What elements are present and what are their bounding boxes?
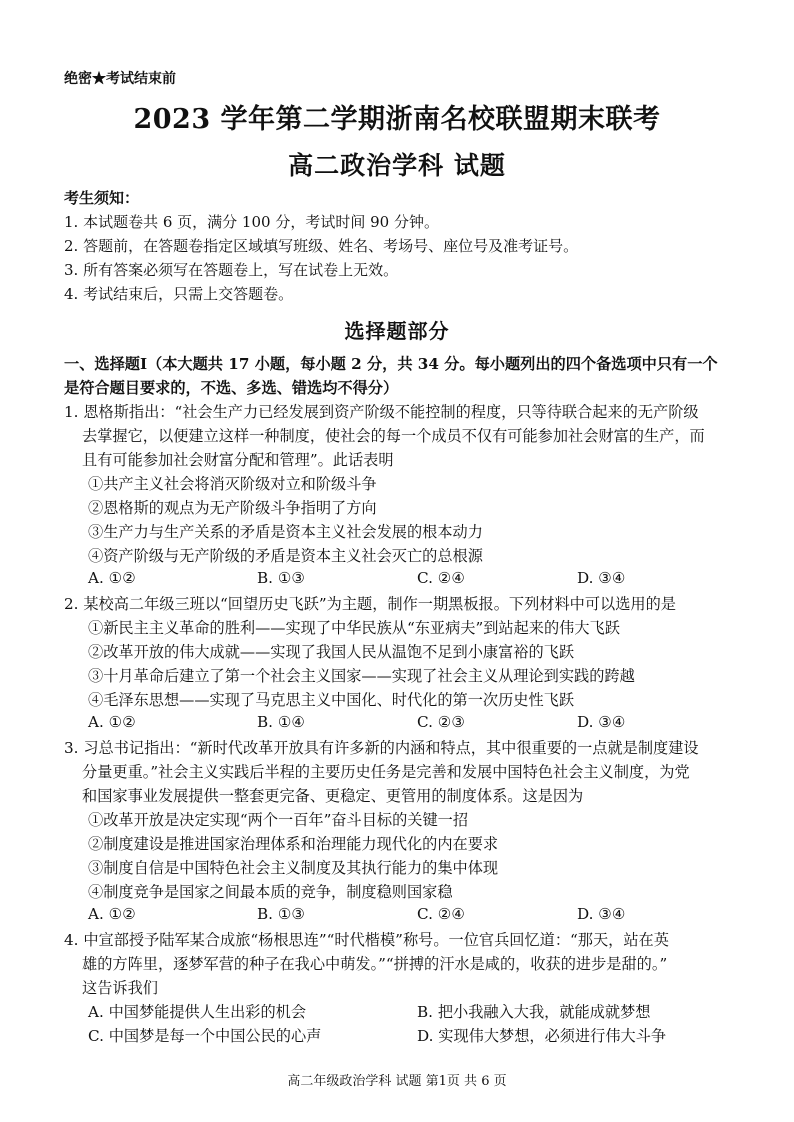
question-3-statement: ④制度竞争是国家之间最本质的竞争，制度稳则国家稳 <box>88 883 453 901</box>
question-1-stem: 1. 恩格斯指出：“社会生产力已经发展到资产阶级不能控制的程度，只等待联合起来的无产阶级 <box>64 403 699 421</box>
notice-title: 考生须知： <box>64 189 140 207</box>
question-1-statement: ①共产主义社会将消灭阶级对立和阶级斗争 <box>88 475 377 493</box>
question-2-answer-b: B. ①④ <box>257 713 306 731</box>
question-1-statement: ②恩格斯的观点为无产阶级斗争指明了方向 <box>88 499 377 517</box>
notice-item: 3. 所有答案必须写在答题卷上，写在试卷上无效。 <box>64 261 399 279</box>
question-3-stem: 3. 习总书记指出：“新时代改革开放具有许多新的内涵和特点，其中很重要的一点就是制度建设 <box>64 739 699 757</box>
question-3-stem: 分量更重。”社会主义实践后半程的主要历史任务是完善和发展中国特色社会主义制度，为党 <box>82 763 690 781</box>
question-2-answer-c: C. ②③ <box>417 713 465 731</box>
confidential-label: 绝密★考试结束前 <box>64 71 176 87</box>
question-4-stem: 4. 中宣部授予陆军某合成旅“杨根思连”“时代楷模”称号。一位官兵回忆道：“那天，站在英 <box>64 931 669 949</box>
question-1-answer-a: A. ①② <box>88 569 136 587</box>
question-1-stem: 且有可能参加社会财富分配和管理”。此话表明 <box>82 451 394 469</box>
part-heading-line: 是符合题目要求的，不选、多选、错选均不得分） <box>64 379 399 397</box>
question-4-answer-c: C. 中国梦是每一个中国公民的心声 <box>88 1027 322 1045</box>
exam-title: 2023 学年第二学期浙南名校联盟期末联考 <box>133 104 661 135</box>
question-4-answer-a: A. 中国梦能提供人生出彩的机会 <box>88 1003 307 1021</box>
question-1-answer-c: C. ②④ <box>417 569 465 587</box>
question-3-stem: 和国家事业发展提供一整套更完备、更稳定、更管用的制度体系。这是因为 <box>82 787 584 805</box>
question-2-statement: ②改革开放的伟大成就——实现了我国人民从温饱不足到小康富裕的飞跃 <box>88 643 574 661</box>
question-3-statement: ①改革开放是决定实现“两个一百年”奋斗目标的关键一招 <box>88 811 469 829</box>
question-1-answer-d: D. ③④ <box>577 569 626 587</box>
question-2-stem: 2. 某校高二年级三班以“回望历史飞跃”为主题，制作一期黑板报。下列材料中可以选用的是 <box>64 595 676 613</box>
notice-item: 4. 考试结束后，只需上交答题卷。 <box>64 285 294 303</box>
question-4-stem: 这告诉我们 <box>82 979 158 997</box>
question-4-answer-d: D. 实现伟大梦想，必须进行伟大斗争 <box>417 1027 667 1045</box>
part-heading-line: 一、选择题Ⅰ（本大题共 17 小题，每小题 2 分，共 34 分。每小题列出的四个备选项中只有一个 <box>64 355 718 373</box>
question-1-answer-b: B. ①③ <box>257 569 306 587</box>
notice-item: 2. 答题前，在答题卷指定区域填写班级、姓名、考场号、座位号及准考证号。 <box>64 237 579 255</box>
section-title: 选择题部分 <box>344 319 450 343</box>
question-2-statement: ①新民主主义革命的胜利——实现了中华民族从“东亚病夫”到站起来的伟大飞跃 <box>88 619 620 637</box>
question-4-stem: 雄的方阵里，逐梦军营的种子在我心中萌发。”“拼搏的汗水是咸的，收获的进步是甜的。” <box>82 955 668 973</box>
question-3-answer-c: C. ②④ <box>417 905 465 923</box>
question-2-answer-d: D. ③④ <box>577 713 626 731</box>
question-3-answer-d: D. ③④ <box>577 905 626 923</box>
page-footer: 高二年级政治学科 试题 第1页 共 6 页 <box>287 1074 507 1089</box>
question-3-statement: ③制度自信是中国特色社会主义制度及其执行能力的集中体现 <box>88 859 499 877</box>
question-3-answer-b: B. ①③ <box>257 905 306 923</box>
question-2-statement: ③十月革命后建立了第一个社会主义国家——实现了社会主义从理论到实践的跨越 <box>88 667 635 685</box>
notice-item: 1. 本试题卷共 6 页，满分 100 分，考试时间 90 分钟。 <box>64 213 439 231</box>
question-3-statement: ②制度建设是推进国家治理体系和治理能力现代化的内在要求 <box>88 835 499 853</box>
question-3-answer-a: A. ①② <box>88 905 136 923</box>
exam-subtitle: 高二政治学科 试题 <box>288 151 506 180</box>
question-1-stem: 去掌握它，以便建立这样一种制度，使社会的每一个成员不仅有可能参加社会财富的生产，而 <box>82 427 705 445</box>
question-1-statement: ③生产力与生产关系的矛盾是资本主义社会发展的根本动力 <box>88 523 483 541</box>
question-2-answer-a: A. ①② <box>88 713 136 731</box>
question-2-statement: ④毛泽东思想——实现了马克思主义中国化、时代化的第一次历史性飞跃 <box>88 691 574 709</box>
question-1-statement: ④资产阶级与无产阶级的矛盾是资本主义社会灭亡的总根源 <box>88 547 483 565</box>
question-4-answer-b: B. 把小我融入大我，就能成就梦想 <box>417 1003 651 1021</box>
